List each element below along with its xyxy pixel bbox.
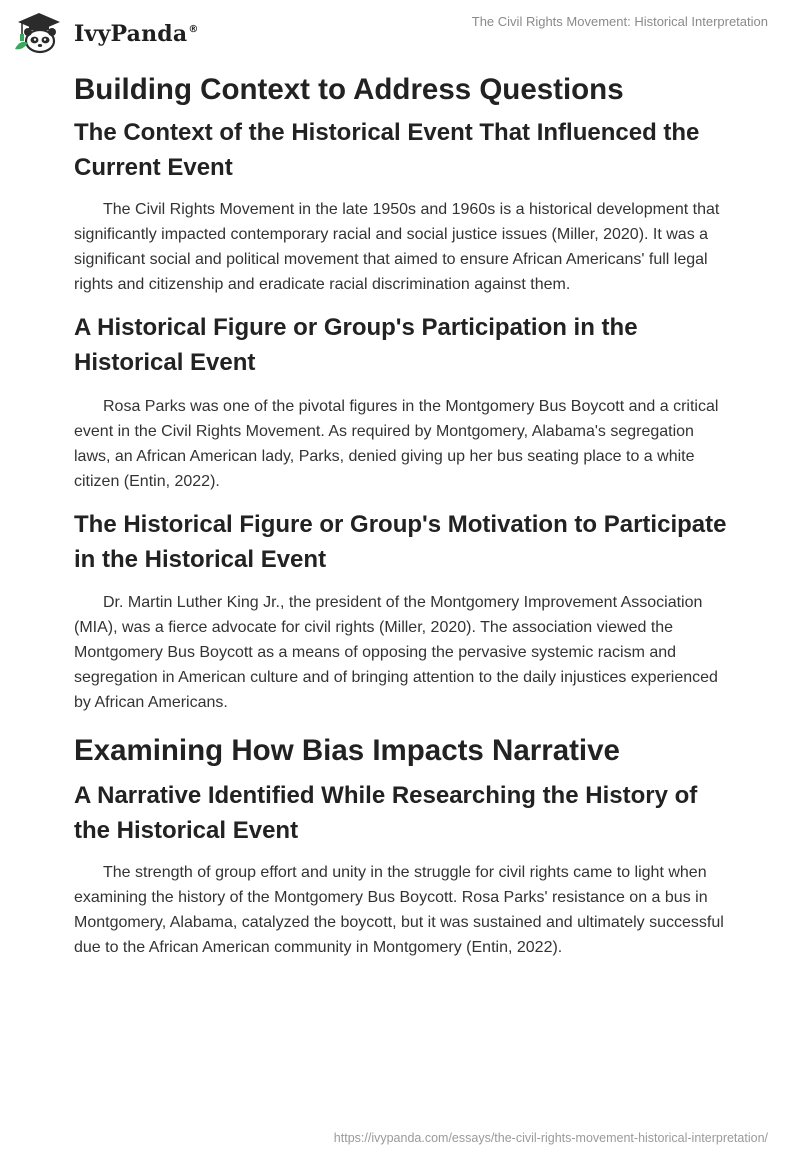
- document-title: The Civil Rights Movement: Historical Interpretation: [471, 14, 768, 29]
- heading-figure-motivation: The Historical Figure or Group's Motivation to Participate in the Historical Event: [74, 511, 727, 573]
- heading-figure-participation: A Historical Figure or Group's Participation in the Historical Event: [74, 314, 638, 376]
- essay-content: [74, 70, 734, 960]
- heading-examining-bias: Examining How Bias Impacts Narrative: [74, 734, 620, 767]
- registered-mark: ®: [188, 24, 199, 35]
- heading-context-event: The Context of the Historical Event That Influenced the Current Event: [74, 119, 700, 181]
- source-url[interactable]: https://ivypanda.com/essays/the-civil-rights-movement-historical-interpretation/: [333, 1131, 768, 1145]
- paragraph-motivation: Dr. Martin Luther King Jr., the president of the Montgomery Improvement Association (MIA), was a fierce advocate for civil rights (Miller, 2020). The association viewed the Montgomery Bus Boycott as a means of opposing the pervasive systemic racism and segregation in American culture and of bringing attention to the daily injustices experienced by African Americans.: [74, 594, 718, 711]
- brand-name: IvyPanda®: [74, 21, 199, 47]
- heading-building-context: Building Context to Address Questions: [74, 73, 624, 106]
- ivypanda-logo[interactable]: [14, 9, 199, 55]
- page-header: [0, 0, 800, 62]
- paragraph-context: The Civil Rights Movement in the late 1950s and 1960s is a historical development that significantly impacted contemporary racial and social justice issues (Miller, 2020). It was a significant social and political movement that aimed to ensure African Americans' full legal rights and citizenship and eradicate racial discrimination against them.: [74, 201, 720, 293]
- heading-narrative: A Narrative Identified While Researching the History of the Historical Event: [74, 782, 698, 844]
- paragraph-figure: Rosa Parks was one of the pivotal figures in the Montgomery Bus Boycott and a critical event in the Civil Rights Movement. As required by Montgomery, Alabama's segregation laws, an African American lady, Parks, denied giving up her bus seating place to a white citizen (Entin, 2022).: [74, 398, 719, 490]
- panda-graduate-icon: [14, 9, 64, 55]
- paragraph-narrative: The strength of group effort and unity in the struggle for civil rights came to light when examining the history of the Montgomery Bus Boycott. Rosa Parks' resistance on a bus in Montgomery, Alabama, catalyzed the boycott, but it was sustained and ultimately successful due to the African American community in Montgomery (Entin, 2022).: [74, 864, 724, 956]
